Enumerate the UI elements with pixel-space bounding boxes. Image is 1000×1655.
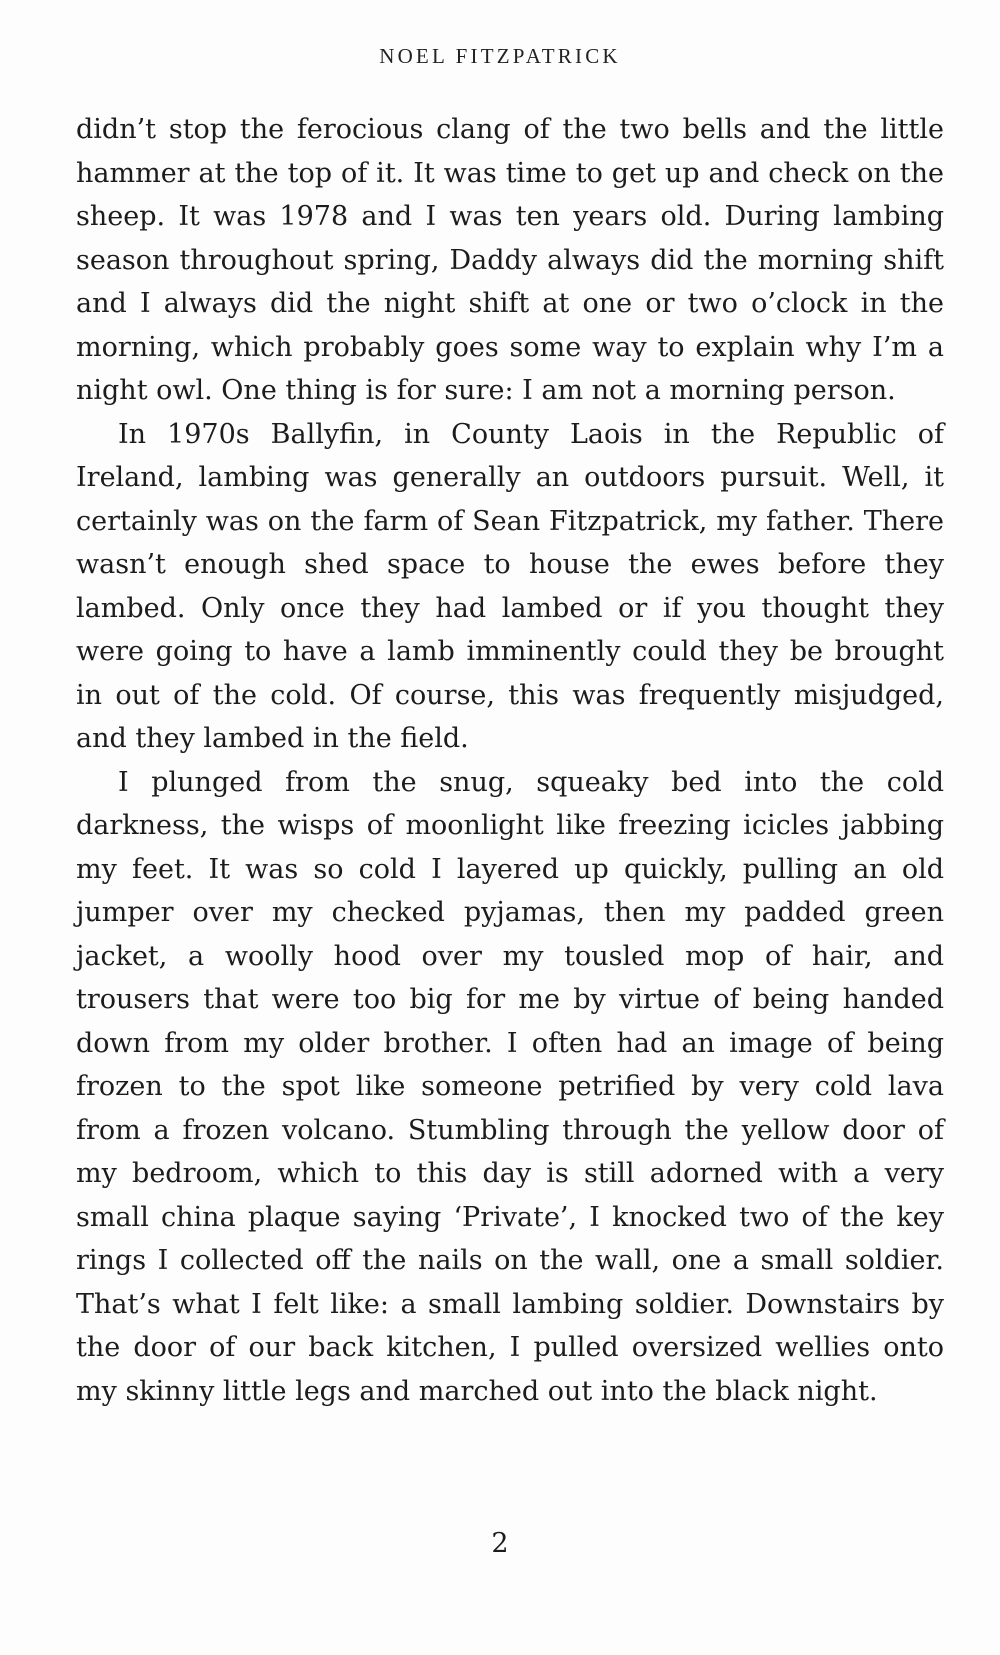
paragraph-night: I plunged from the snug, squeaky bed into the cold darkness, the wisps of moonlight like freezing icicles jabbing my feet. It was so cold I layered up quickly, pulling an old jumper over my checked pyjamas, then my padded green jacket, a woolly hood over my tousled mop of hair, and trousers that were too big for me by virtue of being handed down from my older brother. I often had an image of being frozen to the spot like someone petrified by very cold lava from a frozen volcano. Stumbling through the yellow door of my bedroom, which to this day is still adorned with a very small china plaque saying ‘Private’, I knocked two of the key rings I collected off the nails on the wall, one a small soldier. That’s what I felt like: a small lambing soldier. Downstairs by the door of our back kitchen, I pulled oversized wellies onto my skinny little legs and marched out into the black night. [76, 766, 944, 1407]
body-text [76, 108, 944, 1413]
running-head: NOEL FITZPATRICK [379, 44, 621, 68]
page-number: 2 [491, 1528, 509, 1559]
paragraph-continued: didn’t stop the ferocious clang of the two bells and the little hammer at the top of it. It was time to get up and check on the sheep. It was 1978 and I was ten years old. During lambing season throughout spring, Daddy always did the morning shift and I always did the night shift at one or two o’clock in the morning, which probably goes some way to explain why I’m a night owl. One thing is for sure: I am not a morning person. [76, 114, 944, 406]
paragraph-ballyfin: In 1970s Ballyfin, in County Laois in the Republic of Ireland, lambing was generally an outdoors pursuit. Well, it certainly was on the farm of Sean Fitzpatrick, my father. There wasn’t enough shed space to house the ewes before they lambed. Only once they had lambed or if you thought they were going to have a lamb imminently could they be brought in out of the cold. Of course, this was frequently misjudged, and they lambed in the field. [76, 418, 944, 754]
